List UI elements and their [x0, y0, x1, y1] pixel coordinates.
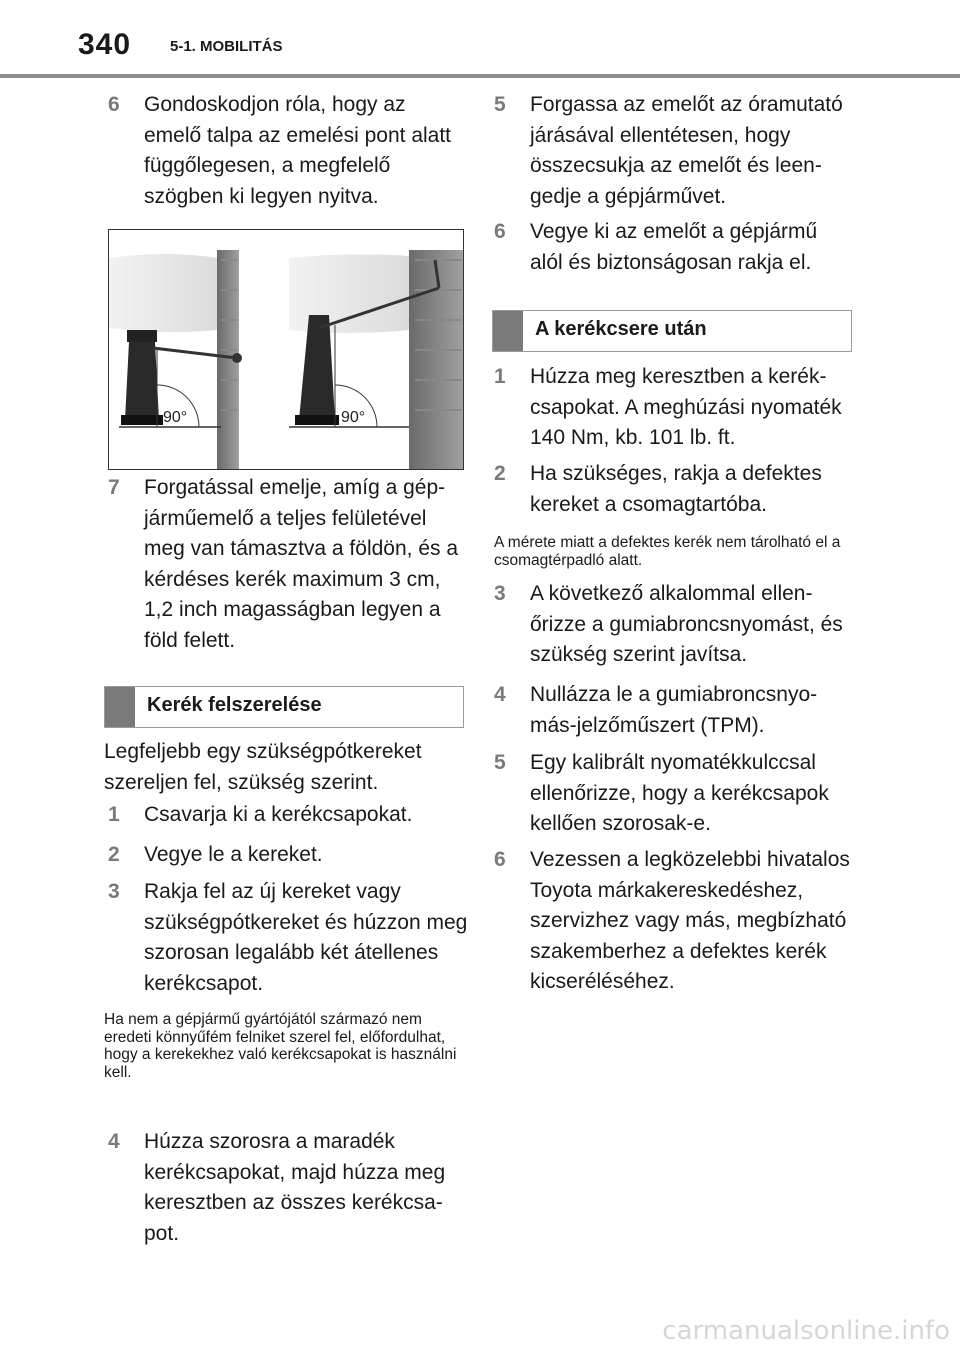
right-note: A mérete miatt a defektes kerék nem tárolható el a csomagtérpadló alatt.: [494, 534, 841, 569]
step-number: 6: [494, 848, 506, 871]
section-title: 5-1. MOBILITÁS: [170, 38, 283, 55]
heading-bar: [105, 687, 135, 727]
heading-label: Kerék felszerelése: [147, 694, 322, 716]
page-header: [0, 0, 960, 80]
heading-a-kerekcsere-utan: [492, 310, 852, 352]
jack-illustration: [108, 229, 464, 470]
step-number: 1: [494, 365, 506, 388]
step-text: A következő alkalommal ellenőrizze a gumiabroncsnyomást, és szükség szerint javítsa.: [530, 582, 843, 666]
step-text: Vezessen a legközelebbi hivatalos Toyota márkakereskedéshez, szervizhez vagy más, megbízható szakemberhez a defektes kerék kicseréléséhez.: [530, 848, 850, 993]
step-text: Nullázza le a gumiabroncsnyomás-jelzőműszert (TPM).: [530, 683, 818, 737]
step-text: Húzza szorosra a maradék kerékcsapokat, majd húzza meg keresztben az összes kerékcsapot.: [144, 1130, 446, 1245]
step-number: 4: [108, 1130, 120, 1153]
step-number: 2: [494, 462, 506, 485]
step-number: 2: [108, 843, 120, 866]
left-note: Ha nem a gépjármű gyártójától származó nem eredeti könnyűfém felniket szerel fel, előfordulhat, hogy a kerekekhez való kerékcsapokat is használni kell.: [104, 1011, 457, 1081]
step-text: Forgassa az emelőt az óramutató járásával ellentétesen, hogy összecsukja az emelőt és leengedje a gépjárművet.: [530, 93, 843, 208]
step-number: 6: [494, 220, 506, 243]
step-number: 3: [108, 880, 120, 903]
watermark: carmanualsonline.info: [662, 1316, 950, 1346]
step-number: 4: [494, 683, 506, 706]
step-text: Ha szükséges, rakja a defektes kereket a csomagtartóba.: [530, 462, 822, 516]
page-number: 340: [78, 28, 132, 61]
angle-label-left: 90°: [163, 409, 188, 426]
step-number: 5: [494, 751, 506, 774]
step-number: 1: [108, 803, 120, 826]
step-number: 3: [494, 582, 506, 605]
heading-label: A kerékcsere után: [535, 318, 707, 340]
intro-paragraph: Legfeljebb egy szükségpótkereket szereljen fel, szükség szerint.: [104, 740, 422, 794]
step-text: Csavarja ki a kerékcsapokat.: [144, 803, 413, 826]
angle-label-right: 90°: [341, 409, 366, 426]
heading-kerek-felszerelese: [104, 686, 464, 728]
step-text: Vegye le a kereket.: [144, 843, 323, 866]
step-text: Forgatással emelje, amíg a gépjárműemelő a teljes felületével meg van támasztva a földön, és a kérdéses kerék maximum 3 cm, 1,2 inch magasságban legyen a föld felett.: [144, 476, 459, 652]
step-text: Gondoskodjon róla, hogy az emelő talpa az emelési pont alatt függőlegesen, a megfelelő szögben ki legyen nyitva.: [144, 93, 452, 208]
step-text: Egy kalibrált nyomatékkulccsal ellenőrizze, hogy a kerékcsapok kellően szorosak-e.: [530, 751, 829, 835]
heading-bar: [493, 311, 523, 351]
header-rule: [0, 74, 960, 78]
step-text: Vegye ki az emelőt a gépjármű alól és biztonságosan rakja el.: [530, 220, 818, 274]
step-number: 7: [108, 476, 120, 499]
step-number: 6: [108, 93, 120, 116]
step-number: 5: [494, 93, 506, 116]
step-text: Rakja fel az új kereket vagy szükségpótkereket és húzzon meg szorosan legalább két átellenes kerékcsapot.: [144, 880, 468, 995]
step-text: Húzza meg keresztben a kerékcsapokat. A meghúzási nyomaték 140 Nm, kb. 101 lb. ft.: [530, 365, 842, 449]
